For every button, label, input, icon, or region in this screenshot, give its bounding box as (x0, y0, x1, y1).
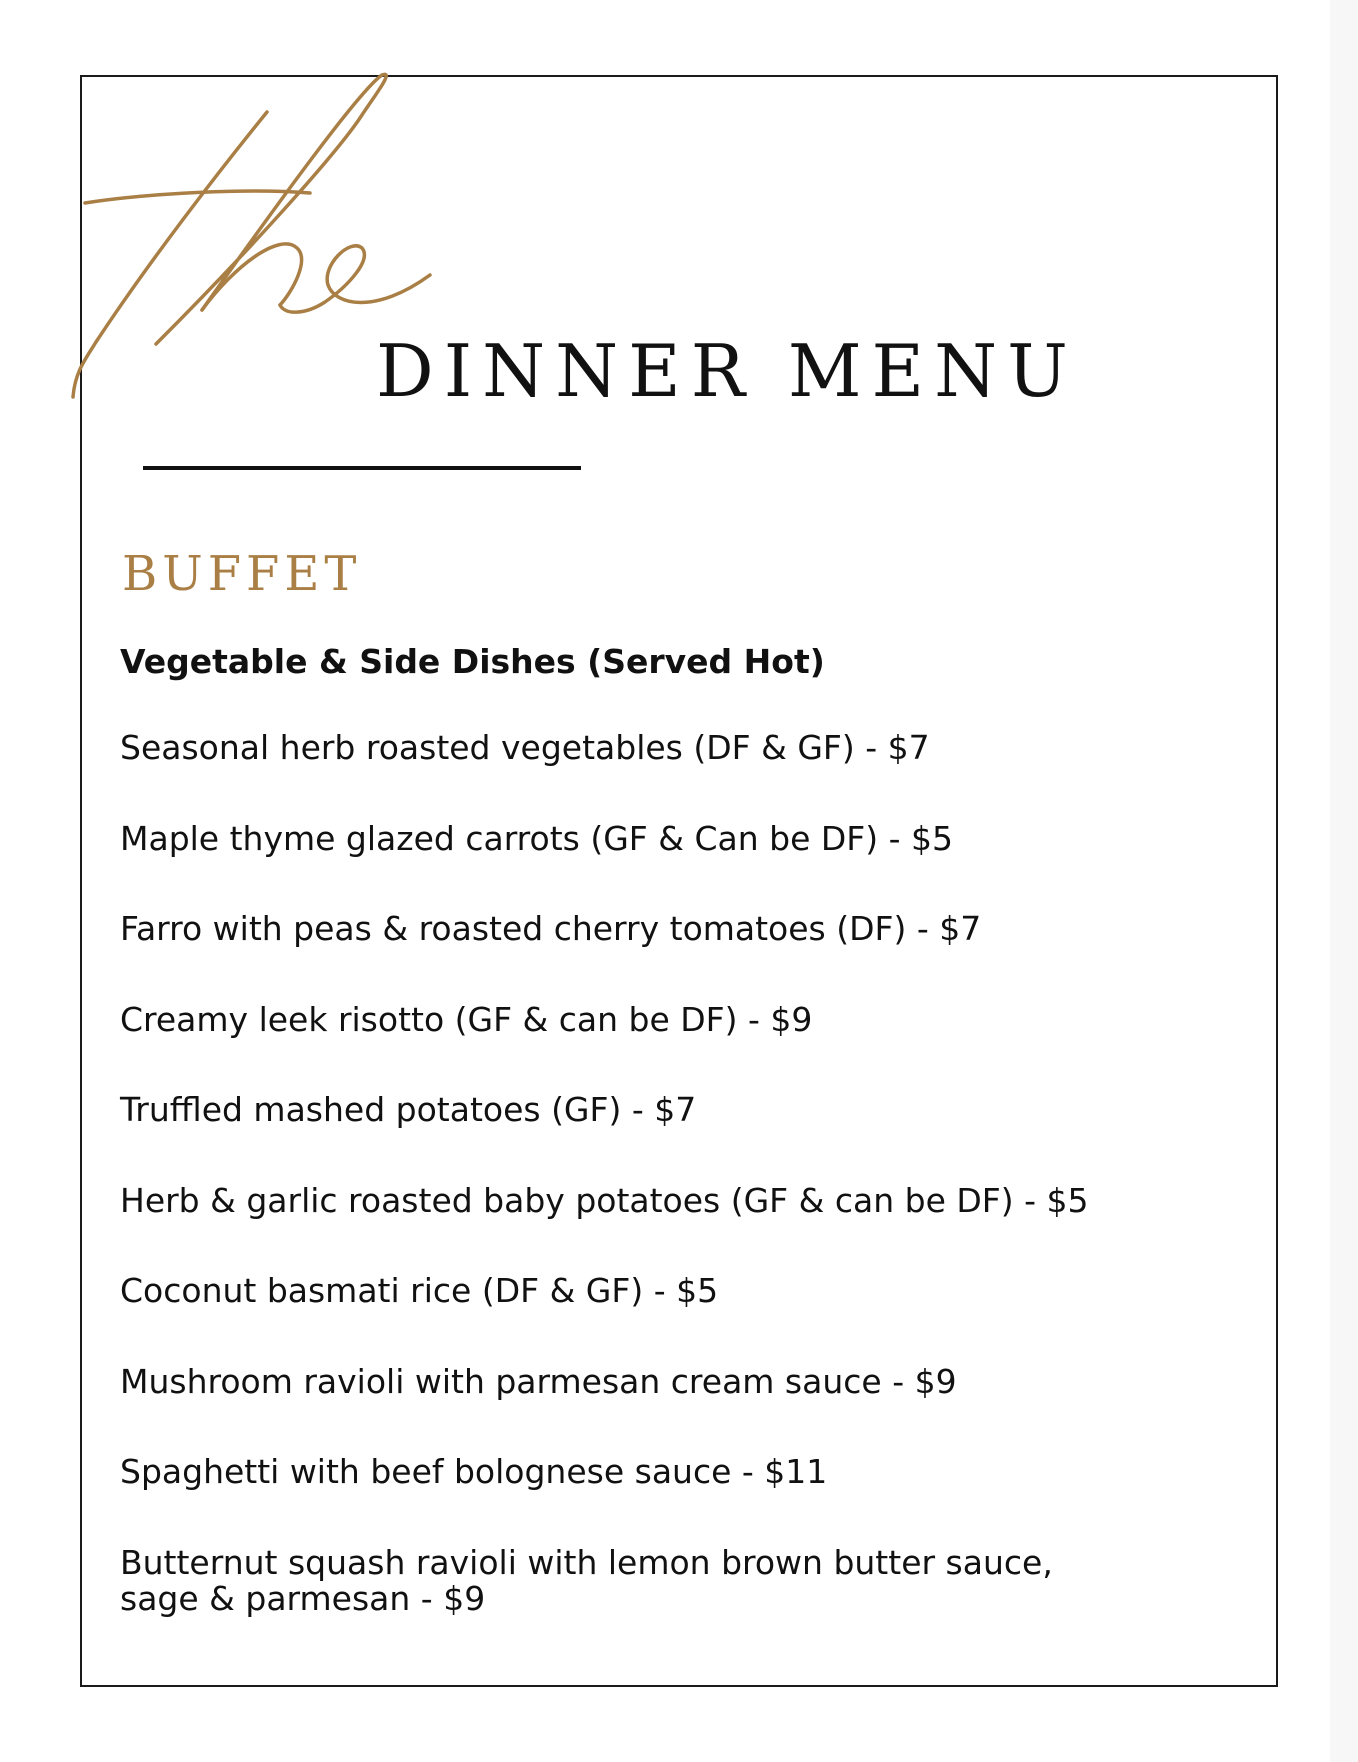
menu-item: Herb & garlic roasted baby potatoes (GF & can be DF) - $5 (120, 1180, 1089, 1220)
category-heading: Vegetable & Side Dishes (Served Hot) (120, 642, 825, 681)
menu-item: Farro with peas & roasted cherry tomatoes (DF) - $7 (120, 909, 982, 948)
menu-item: Spaghetti with beef bolognese sauce - $11 (120, 1452, 828, 1491)
page-edge (1330, 0, 1358, 1762)
menu-item: Butternut squash ravioli with lemon brown butter sauce, sage & parmesan - $9 (120, 1542, 1053, 1618)
menu-item: Mushroom ravioli with parmesan cream sauce - $9 (120, 1361, 957, 1401)
menu-item: Seasonal herb roasted vegetables (DF & GF) - $7 (120, 728, 930, 767)
menu-item: Truffled mashed potatoes (GF) - $7 (120, 1090, 697, 1129)
page-title: DINNER MENU (376, 329, 1078, 413)
title-divider (143, 466, 581, 470)
menu-item: Coconut basmati rice (DF & GF) - $5 (120, 1271, 719, 1310)
menu-item: Maple thyme glazed carrots (GF & Can be DF) - $5 (120, 818, 954, 858)
section-heading: BUFFET (122, 546, 362, 602)
menu-item: Creamy leek risotto (GF & can be DF) - $9 (120, 999, 813, 1039)
menu-items-list (120, 730, 1120, 1671)
